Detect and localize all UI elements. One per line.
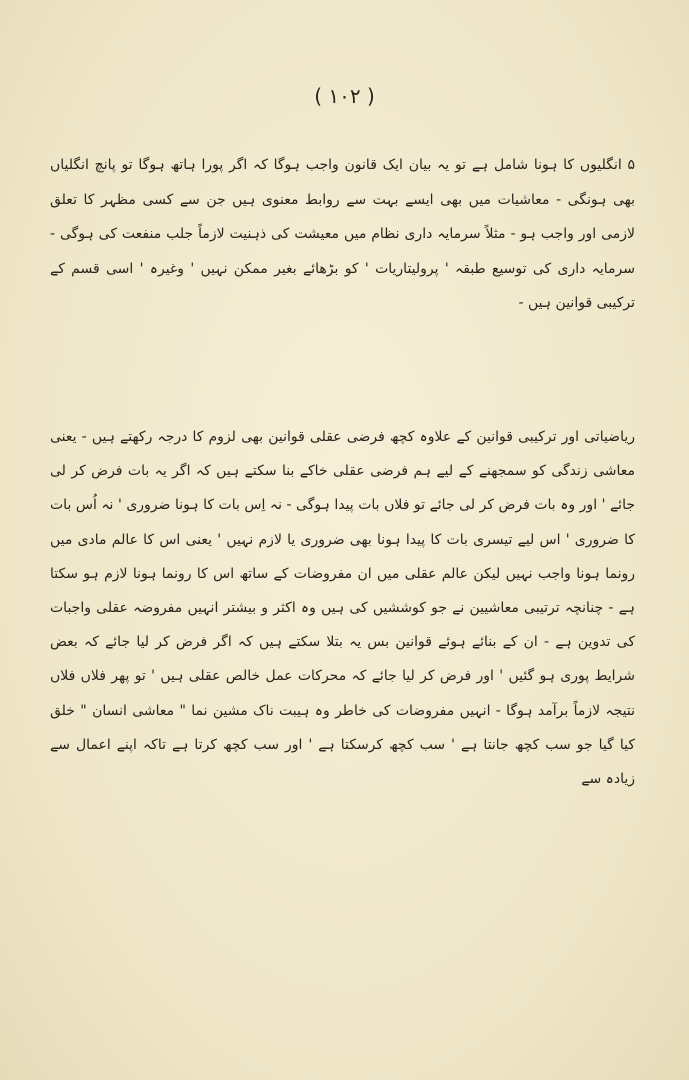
- paragraph-1: ۵ انگلیوں کا ہونا شامل ہے تو یہ بیان ایک قانون واجب ہوگا کہ اگر پورا ہاتھ ہوگا تو پانچ انگلیاں بھی ہونگی - معاشیات میں بھی ایسے بہت سے روابط معنوی ہیں جن سے کسی مظہر کا تعلق لازمی اور واجب ہو - مثلاً سرمایہ داری نظام میں معیشت کی ذہنیت لازماً جلب منفعت کی ہوگی - سرمایہ داری کی توسیع طبقہ ' پرولیتاریات ' کو بڑھائے بغیر ممکن نہیں ' وغیرہ ' اسی قسم کے ترکیبی قوانین ہیں -: [50, 157, 635, 312]
- page-number: ( ۱۰۲ ): [314, 84, 375, 108]
- paragraph-2: ریاضیاتی اور ترکیبی قوانین کے علاوہ کچھ فرضی عقلی قوانین بھی لزوم کا درجہ رکھتے ہیں - یعنی معاشی زندگی کو سمجھنے کے لیے ہم فرضی عقلی خاکے بنا سکتے ہیں کہ اگر یہ بات فرض کر لی جائے ' اور وہ بات فرض کر لی جائے تو فلاں بات پیدا ہوگی - نہ اِس بات کا ہونا ضروری ' نہ اُس بات کا ضروری ' اس لیے تیسری بات کا پیدا ہونا بھی ضروری یا لازم نہیں ' یعنی اس کا عالم مادی میں رونما ہونا واجب نہیں لیکن عالم عقلی میں ان مفروضات کے ساتھ اس کا رونما ہونا لازم ہو سکتا ہے - چنانچہ ترتیبی معاشیین نے جو کوششیں کی ہیں وہ اکثر و بیشتر انہیں مفروضہ عقلی واجبات کی تدوین ہے - ان کے بنائے ہوئے قوانین بس یہ بتلا سکتے ہیں کہ اگر فرض کر لیا جائے کہ بعض شرایط پوری ہو گئیں ' اور فرض کر لیا جائے کہ محرکات عمل خالص عقلی ہیں ' تو پھر فلاں فلاں نتیجہ لازماً برآمد ہوگا - انہیں مفروضات کی خاطر وہ ہیبت ناک مشین نما " معاشی انسان " خلق کیا گیا جو سب کچھ جانتا ہے ' سب کچھ کرسکتا ہے ' اور سب کچھ کرتا ہے تاکہ اپنے اعمال سے زیادہ سے: [50, 429, 635, 788]
